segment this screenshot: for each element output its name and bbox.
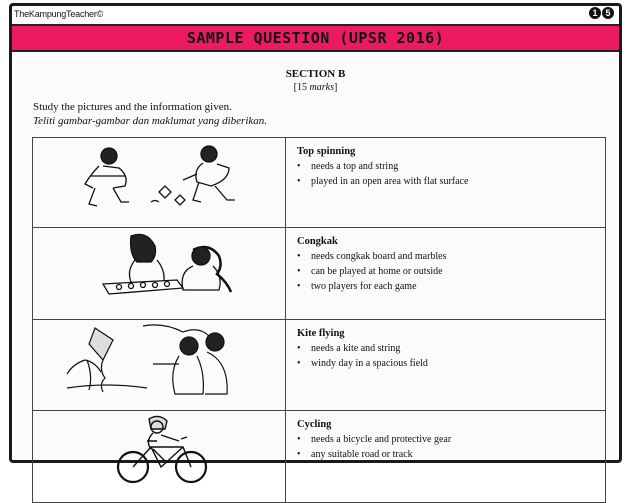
picture-cell xyxy=(33,320,286,410)
instruction-english: Study the pictures and the information given. xyxy=(33,101,232,113)
info-cell xyxy=(286,228,606,320)
info-cell xyxy=(286,320,606,410)
list-item: • windy day in a spacious field xyxy=(297,358,428,370)
picture-cell xyxy=(33,138,286,228)
section-title: SECTION B xyxy=(285,68,346,80)
activity-title: Cycling xyxy=(297,418,332,430)
activity-title: Congkak xyxy=(297,236,338,248)
title-banner xyxy=(12,24,619,52)
marks-close: ] xyxy=(333,82,338,93)
children-playing-tops-illustration xyxy=(33,138,285,214)
info-cell xyxy=(286,138,606,228)
list-item: • played in an open area with flat surface xyxy=(297,176,469,187)
activity-point: windy day in a spacious field xyxy=(311,358,428,370)
page-number-digit: 1 xyxy=(589,7,601,19)
section-marks xyxy=(15,82,616,93)
marks-open: [15 xyxy=(293,82,310,93)
activities-table xyxy=(32,137,606,503)
activity-point: needs a kite and string xyxy=(311,343,401,355)
info-cell xyxy=(286,410,606,502)
list-item: • two players for each game xyxy=(297,281,417,293)
activity-point: played in an open area with flat surface xyxy=(311,176,469,187)
banner-title: SAMPLE QUESTION (UPSR 2016) xyxy=(186,29,445,47)
page-number-digit: 5 xyxy=(602,7,614,19)
activity-title: Kite flying xyxy=(297,328,345,340)
list-item: • can be played at home or outside xyxy=(297,266,443,278)
activity-point: two players for each game xyxy=(311,281,417,293)
list-item: • needs congkak board and marbles xyxy=(297,251,447,263)
table-row xyxy=(33,138,606,228)
table-row xyxy=(33,320,606,410)
activity-point: any suitable road or track xyxy=(311,448,413,460)
list-item: • any suitable road or track xyxy=(297,448,413,460)
list-item: • needs a kite and string xyxy=(297,343,401,355)
girls-playing-congkak-illustration xyxy=(33,228,285,306)
activity-point: needs a top and string xyxy=(311,161,399,172)
picture-cell xyxy=(33,410,286,502)
list-item: • needs a bicycle and protective gear xyxy=(297,433,452,445)
page-number-badge xyxy=(589,7,614,19)
marks-word: marks xyxy=(309,82,334,93)
brand-label: TheKampungTeacher© xyxy=(14,9,104,19)
list-item: • needs a top and string xyxy=(297,161,399,172)
activity-point: needs congkak board and marbles xyxy=(311,251,447,263)
child-riding-bicycle-illustration xyxy=(33,411,285,489)
table-row xyxy=(33,228,606,320)
table-row xyxy=(33,410,606,502)
instruction-malay: Teliti gambar-gambar dan maklumat yang diberikan. xyxy=(33,115,268,127)
activity-title: Top spinning xyxy=(297,146,356,157)
activity-point: can be played at home or outside xyxy=(311,266,443,278)
boys-flying-kite-illustration xyxy=(33,320,285,396)
question-sheet xyxy=(15,58,616,458)
picture-cell xyxy=(33,228,286,320)
activity-point: needs a bicycle and protective gear xyxy=(311,433,452,445)
